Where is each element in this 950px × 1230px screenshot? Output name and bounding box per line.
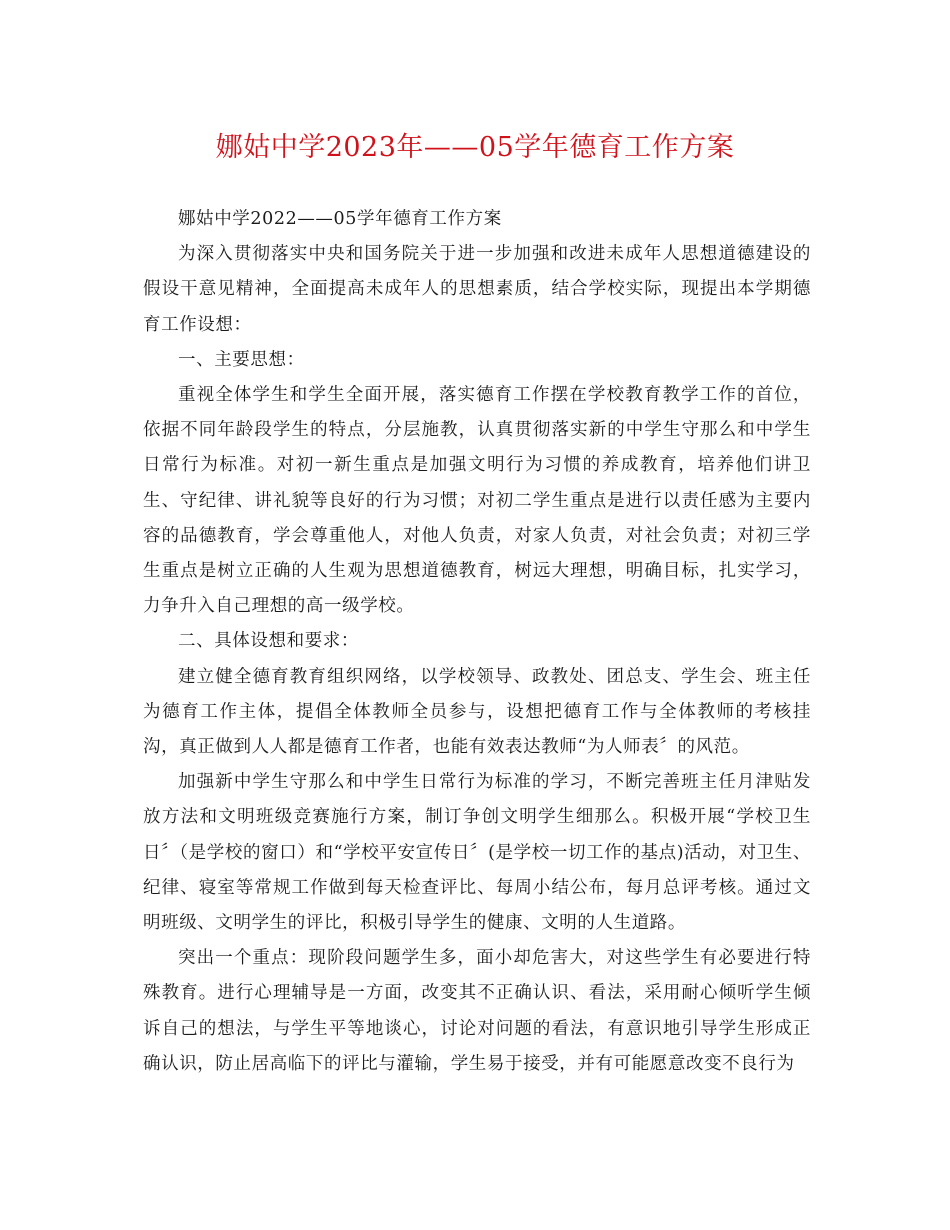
- document-title: 娜姑中学2023年——05学年德育工作方案: [215, 132, 735, 163]
- paragraph-behavior-standards: 加强新中学生守那么和中学生日常行为标准的学习，不断完善班主任月津贴发放方法和文明班级竞赛施行方案，制订争创文明学生细那么。积极开展“学校卫生日〞（是学校的窗口）和“学校平安宣传日〞(是学校一切工作的基点)活动，对卫生、纪律、寝室等常规工作做到每天检查评比、每周小结公布，每月总评考核。通过文明班级、文明学生的评比，积极引导学生的健康、文明的人生道路。: [143, 772, 811, 934]
- paragraph-intro: 为深入贯彻落实中央和国务院关于进一步加强和改进未成年人思想道德建设的假设干意见精神，全面提高未成年人的思想素质，结合学校实际，现提出本学期德育工作设想：: [143, 244, 811, 335]
- paragraph-key-focus: 突出一个重点：现阶段问题学生多，面小却危害大，对这些学生有必要进行特殊教育。进行心理辅导是一方面，改变其不正确认识、看法，采用耐心倾听学生倾诉自己的想法，与学生平等地谈心，讨论对问题的看法，有意识地引导学生形成正确认识，防止居高临下的评比与灌输，学生易于接受，并有可能愿意改变不良行为: [143, 948, 811, 1074]
- paragraph-organization-network: 建立健全德育教育组织网络，以学校领导、政教处、团总支、学生会、班主任为德育工作主体，提倡全体教师全员参与，设想把德育工作与全体教师的考核挂沟，真正做到人人都是德育工作者，也能有效表达教师“为人师表〞的风范。: [143, 666, 811, 758]
- document-body: [143, 202, 811, 1082]
- section-heading-main-ideas: 一、主要思想：: [178, 349, 305, 370]
- section-heading-specific-plans: 二、具体设想和要求：: [178, 631, 359, 652]
- paragraph-subtitle: 娜姑中学2022——05学年德育工作方案: [178, 209, 502, 229]
- paragraph-main-ideas: 重视全体学生和学生全面开展，落实德育工作摆在学校教育教学工作的首位，依据不同年龄段学生的特点，分层施教，认真贯彻落实新的中学生守那么和中学生日常行为标准。对初一新生重点是加强文明行为习惯的养成教育，培养他们讲卫生、守纪律、讲礼貌等良好的行为习惯；对初二学生重点是进行以责任感为主要内容的品德教育，学会尊重他人，对他人负责，对家人负责，对社会负责；对初三学生重点是树立正确的人生观为思想道德教育，树远大理想，明确目标，扎实学习，力争升入自己理想的高一级学校。: [143, 385, 811, 617]
